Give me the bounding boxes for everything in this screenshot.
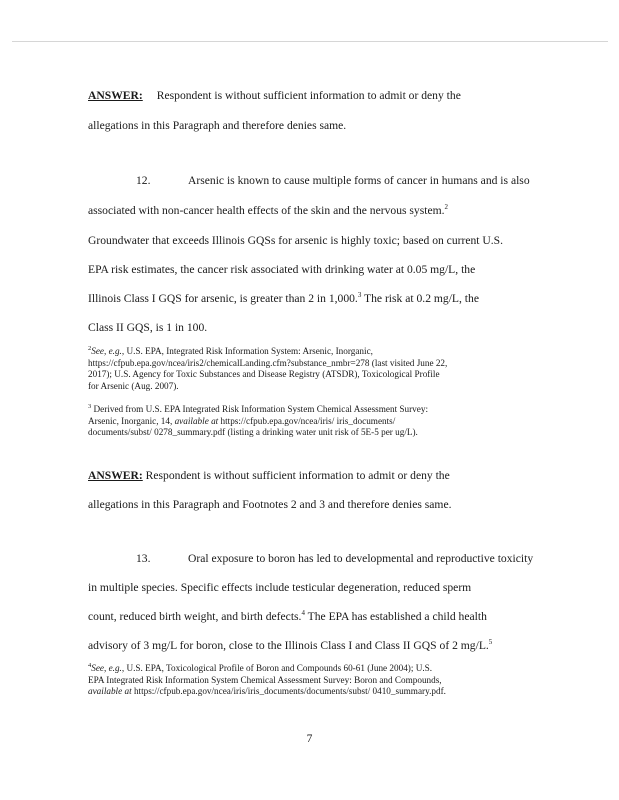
footnote-2: $^2$See, e.g., U.S. EPA, Integrated Risk Information System: Arsenic, Inorganic, https://cfpub.epa.gov/ncea/iris2/chemicalLanding.cfm?substance_nmbr=278 (last visited June 22, 2017); U.S. Agency for Toxic Substances and Disease Registry (ATSDR), Toxicological Profile for Arsenic (Aug. 2007). xyxy=(88,344,448,391)
para-12-line-2: associated with non-cancer health effects of the skin and the nervous system.$^2$ xyxy=(88,203,449,217)
answer-label: ANSWER: xyxy=(88,469,143,482)
para-12-line-6: Class II GQS, is 1 in 100. xyxy=(88,321,208,334)
footnote-3: $^3$ Derived from U.S. EPA Integrated Risk Information System Chemical Assessment Survey: Arsenic, Inorganic, 14, available at https://cfpub.epa.gov/ncea/iris/ iris_documents/ documents/subst/ 0278_summary.pdf (listing a drinking water unit risk of 5E-5 per ug/L). xyxy=(88,402,428,438)
answer-2-line-2: allegations in this Paragraph and Footnotes 2 and 3 and therefore denies same. xyxy=(88,498,452,511)
footnote-ref-3: 3 xyxy=(357,291,362,300)
para-13-line-1: 13. Oral exposure to boron has led to developmental and reproductive toxicity xyxy=(136,552,534,565)
answer-1-line-1: ANSWER: Respondent is without sufficient information to admit or deny the xyxy=(88,89,461,102)
para-12-line-5: Illinois Class I GQS for arsenic, is greater than 2 in 1,000.$^3$ The risk at 0.2 mg/L, the xyxy=(88,291,479,305)
para-13-line-4: advisory of 3 mg/L for boron, close to the Illinois Class I and Class II GQS of 2 mg/L.$^5$ xyxy=(88,638,493,652)
para-12-line-1: 12. Arsenic is known to cause multiple forms of cancer in humans and is also xyxy=(136,174,530,187)
para-13-line-2: in multiple species. Specific effects include testicular degeneration, reduced sperm xyxy=(88,581,472,594)
footnote-4: $^4$See, e.g., U.S. EPA, Toxicological Profile of Boron and Compounds 60-61 (June 2004); U.S. EPA Integrated Risk Information System Chemical Assessment Survey: Boron and Compounds, available at https://cfpub.epa.gov/ncea/iris/iris_documents/documents/subst/ 0410_summary.pdf. xyxy=(88,661,446,697)
answer-2-line-1: ANSWER: Respondent is without sufficient information to admit or deny the xyxy=(88,469,450,482)
page-number: 7 xyxy=(306,733,313,745)
footnote-ref-4: 4 xyxy=(301,609,305,618)
para-12-line-3: Groundwater that exceeds Illinois GQSs for arsenic is highly toxic; based on current U.S. xyxy=(88,234,504,247)
para-number: 13. xyxy=(136,552,151,565)
footnote-ref-2: 2 xyxy=(444,203,449,212)
para-12-line-4: EPA risk estimates, the cancer risk associated with drinking water at 0.05 mg/L, the xyxy=(88,263,476,276)
footnote-ref-5: 5 xyxy=(488,638,493,647)
para-number: 12. xyxy=(136,174,151,187)
answer-label: ANSWER: xyxy=(88,89,143,102)
answer-1-line-2: allegations in this Paragraph and therefore denies same. xyxy=(88,119,347,132)
para-13-line-3: count, reduced birth weight, and birth defects.$^4$ The EPA has established a child health xyxy=(88,609,487,623)
header-rule xyxy=(12,41,608,42)
